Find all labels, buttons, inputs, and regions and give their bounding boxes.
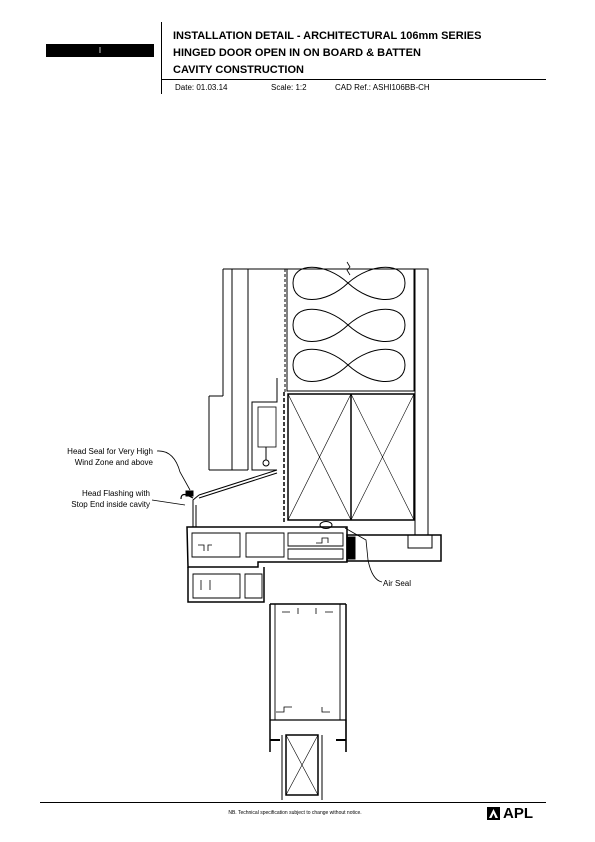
title-line-2: HINGED DOOR OPEN IN ON BOARD & BATTEN bbox=[173, 47, 421, 59]
company-logo bbox=[487, 806, 533, 821]
scale-label: Scale: 1:2 bbox=[271, 83, 307, 92]
title-line-1: INSTALLATION DETAIL - ARCHITECTURAL 106mm SERIES bbox=[173, 30, 482, 42]
stud bbox=[415, 269, 428, 535]
air-seal-callout: Air Seal bbox=[383, 579, 412, 588]
head-seal-callout-line-1: Head Seal for Very High bbox=[67, 447, 153, 456]
title-line-3: CAVITY CONSTRUCTION bbox=[173, 64, 304, 76]
footer-rule bbox=[40, 802, 546, 803]
logo-mark-icon bbox=[487, 807, 500, 820]
logo-text: APL bbox=[503, 805, 533, 822]
head-flashing-callout-line-1: Head Flashing with bbox=[81, 489, 150, 498]
wall-structure bbox=[209, 262, 428, 470]
timber-lintel bbox=[284, 392, 414, 522]
head-seal-callout bbox=[40, 446, 153, 468]
head-flashing bbox=[181, 378, 277, 506]
cad-ref-label: CAD Ref.: ASHI106BB-CH bbox=[335, 83, 430, 92]
head-seal-callout-line-2: Wind Zone and above bbox=[74, 458, 153, 467]
date-label: Date: 01.03.14 bbox=[175, 83, 228, 92]
footer-note: NB. Technical specification subject to change without notice. bbox=[228, 810, 362, 816]
head-flashing-callout-line-2: Stop End inside cavity bbox=[71, 500, 150, 509]
section-tab: I bbox=[46, 44, 154, 57]
insulation bbox=[285, 267, 414, 392]
door-leaf bbox=[270, 604, 346, 800]
head-flashing-callout bbox=[40, 488, 150, 510]
